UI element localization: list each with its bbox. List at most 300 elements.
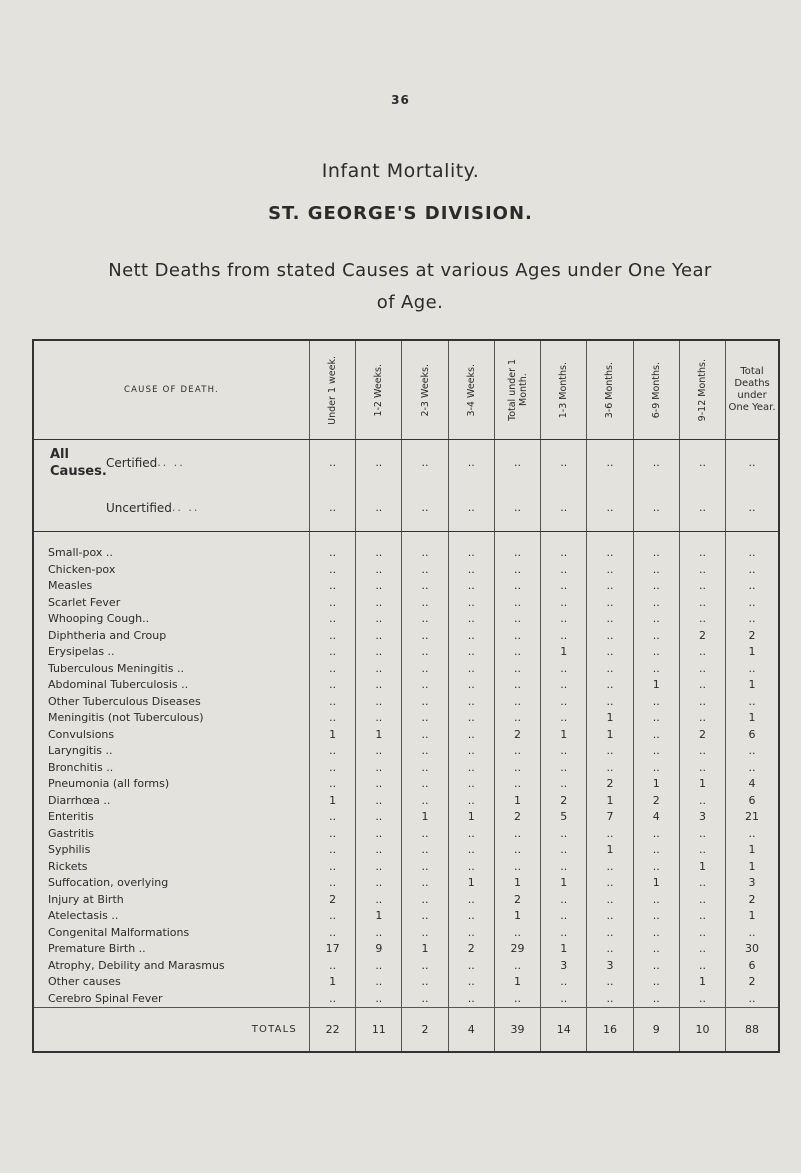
table-cell: .. (633, 440, 679, 486)
table-cell: .. (726, 759, 778, 775)
table-cell: .. (494, 990, 540, 1007)
table-cell: .. (309, 842, 355, 858)
table-cell: .. (726, 440, 778, 486)
table-cell: .. (356, 792, 402, 808)
table-cell: .. (356, 825, 402, 841)
table-cell: .. (448, 661, 494, 677)
table-cell: .. (587, 924, 633, 940)
table-cell: .. (541, 562, 587, 578)
table-row (34, 825, 778, 841)
table-cell: .. (633, 726, 679, 742)
all-causes-cell: Uncertified .. .. (34, 485, 309, 531)
table-cell: .. (356, 809, 402, 825)
table-cell: .. (356, 694, 402, 710)
table-cell: .. (402, 924, 448, 940)
table-cell: 1 (448, 875, 494, 891)
table-cell: 1 (679, 776, 725, 792)
table-cell: 1 (633, 776, 679, 792)
table-cell: 1 (541, 875, 587, 891)
table-cell: .. (541, 858, 587, 874)
table-cell: .. (494, 858, 540, 874)
table-cell: .. (356, 644, 402, 660)
table-cell: 2 (448, 941, 494, 957)
table-cell: .. (402, 710, 448, 726)
table-cell: .. (587, 611, 633, 627)
table-row (34, 858, 778, 874)
table-cell: .. (448, 858, 494, 874)
table-cell: .. (356, 595, 402, 611)
table-row (34, 677, 778, 693)
division-heading: ST. GEORGE'S DIVISION. (268, 203, 533, 224)
table-cell: .. (633, 825, 679, 841)
all-causes-sublabel: Uncertified (106, 500, 172, 515)
table-cell: .. (494, 595, 540, 611)
table-cell: 1 (448, 809, 494, 825)
infant-mortality-table (34, 341, 778, 1051)
table-cell: .. (402, 825, 448, 841)
table-cell: 6 (726, 792, 778, 808)
table-cell: .. (309, 628, 355, 644)
table-cell: .. (633, 562, 679, 578)
table-cell: .. (633, 694, 679, 710)
table-row (34, 611, 778, 627)
table-cell: .. (402, 644, 448, 660)
table-cell: .. (356, 858, 402, 874)
table-cell: 1 (679, 858, 725, 874)
table-cell: 2 (679, 726, 725, 742)
table-cell: .. (356, 759, 402, 775)
cause-name: Premature Birth .. (48, 942, 146, 956)
table-cell: .. (402, 990, 448, 1007)
table-cell: .. (402, 759, 448, 775)
table-cell: 1 (587, 792, 633, 808)
table-cell: 1 (587, 710, 633, 726)
table-cell: .. (587, 545, 633, 561)
table-cell: .. (448, 726, 494, 742)
cause-name: Gastritis (48, 826, 94, 840)
table-cell: 1 (587, 842, 633, 858)
table-cell: .. (494, 776, 540, 792)
table-cell: 1 (633, 677, 679, 693)
table-cell: .. (679, 743, 725, 759)
table-cell: .. (309, 677, 355, 693)
table-cell: .. (309, 644, 355, 660)
table-cell: .. (356, 545, 402, 561)
table-cell: .. (541, 628, 587, 644)
header-row (34, 341, 778, 440)
table-cell: .. (633, 710, 679, 726)
table-row (34, 957, 778, 973)
table-cell: 1 (402, 941, 448, 957)
table-cell: 17 (309, 941, 355, 957)
table-cell: .. (448, 677, 494, 693)
table-cell: 1 (587, 726, 633, 742)
cause-name: Injury at Birth (48, 892, 124, 906)
cause-name: Whooping Cough.. (48, 612, 150, 626)
table-cell: .. (587, 694, 633, 710)
table-cell: .. (448, 924, 494, 940)
table-cell: .. (633, 974, 679, 990)
table-row (34, 726, 778, 742)
table-row (34, 595, 778, 611)
table-cell: .. (402, 677, 448, 693)
table-cell: 2 (679, 628, 725, 644)
table-row (34, 842, 778, 858)
table-cell: 2 (541, 792, 587, 808)
table-cell: 5 (541, 809, 587, 825)
cause-name: Small-pox .. (48, 546, 113, 560)
col-header: 3-6 Months. (587, 341, 633, 440)
table-cell: .. (402, 726, 448, 742)
totals-cell: 88 (726, 1007, 778, 1051)
table-cell: .. (633, 924, 679, 940)
table-cell: .. (541, 825, 587, 841)
table-cell: .. (541, 694, 587, 710)
table-cell: .. (309, 694, 355, 710)
table-cell: .. (402, 974, 448, 990)
table-row (34, 710, 778, 726)
table-cell: .. (587, 825, 633, 841)
cause-name: Other causes (48, 974, 121, 988)
table-cell: .. (541, 891, 587, 907)
table-cell: 1 (356, 726, 402, 742)
table-cell: .. (309, 578, 355, 594)
table-cell: .. (494, 759, 540, 775)
table-cell: .. (448, 562, 494, 578)
table-cell: .. (448, 891, 494, 907)
table-cell: .. (494, 825, 540, 841)
table-cell: .. (356, 990, 402, 1007)
table-cell: 1 (679, 974, 725, 990)
totals-cell: 11 (356, 1007, 402, 1051)
table-cell: 6 (726, 726, 778, 742)
table-cell: 1 (309, 974, 355, 990)
table-cell: .. (402, 957, 448, 973)
table-row (34, 809, 778, 825)
table-cell: .. (679, 842, 725, 858)
cause-name: Rickets (48, 859, 88, 873)
table-cell: .. (448, 825, 494, 841)
table-cell: .. (726, 578, 778, 594)
table-caption: Nett Deaths from stated Causes at various Ages under One Year of Age. (108, 260, 712, 313)
total-column-header: Total Deaths under One Year. (726, 341, 778, 440)
table-cell: .. (587, 440, 633, 486)
totals-row (34, 1007, 778, 1051)
table-cell: .. (587, 677, 633, 693)
table-cell: .. (494, 545, 540, 561)
col-header: 3-4 Weeks. (448, 341, 494, 440)
table-cell: .. (679, 644, 725, 660)
cause-name: Erysipelas .. (48, 645, 115, 659)
cause-name: Suffocation, overlying (48, 876, 169, 890)
table-row (34, 941, 778, 957)
cause-name: Bronchitis .. (48, 760, 114, 774)
table-cell: .. (356, 957, 402, 973)
table-cell: .. (402, 440, 448, 486)
table-cell: .. (494, 628, 540, 644)
table-cell: .. (309, 661, 355, 677)
table-cell: .. (309, 743, 355, 759)
table-cell: .. (679, 578, 725, 594)
table-cell: .. (309, 858, 355, 874)
table-cell: .. (356, 842, 402, 858)
table-cell: .. (494, 924, 540, 940)
table-cell: .. (309, 875, 355, 891)
table-cell: .. (679, 990, 725, 1007)
table-cell: .. (541, 842, 587, 858)
table-cell: .. (356, 710, 402, 726)
cause-name: Tuberculous Meningitis .. (48, 661, 184, 675)
table-cell: .. (402, 858, 448, 874)
table-row (34, 759, 778, 775)
table-cell: 3 (587, 957, 633, 973)
table-cell: .. (633, 485, 679, 531)
table-cell: .. (541, 974, 587, 990)
totals-cell: 10 (679, 1007, 725, 1051)
all-causes-sublabel: Certified (106, 455, 158, 470)
table-cell: .. (402, 611, 448, 627)
table-cell: .. (448, 595, 494, 611)
table-cell: .. (633, 842, 679, 858)
table-cell: .. (494, 694, 540, 710)
table-cell: .. (309, 924, 355, 940)
cause-name: Measles (48, 579, 93, 593)
table-cell: 1 (726, 710, 778, 726)
table-cell: .. (356, 776, 402, 792)
table-cell: .. (309, 908, 355, 924)
table-cell: .. (494, 485, 540, 531)
table-cell: .. (679, 545, 725, 561)
col-header: 1-2 Weeks. (356, 341, 402, 440)
table-cell: .. (587, 891, 633, 907)
table-cell: .. (679, 891, 725, 907)
col-header: 1-3 Months. (541, 341, 587, 440)
table-cell: .. (402, 776, 448, 792)
col-header: Total under 1 Month. (494, 341, 540, 440)
table-cell: .. (679, 440, 725, 486)
totals-cell: 16 (587, 1007, 633, 1051)
table-cell: .. (309, 825, 355, 841)
table-cell: .. (633, 628, 679, 644)
table-cell: .. (587, 628, 633, 644)
table-cell: 2 (587, 776, 633, 792)
table-cell: .. (587, 485, 633, 531)
table-cell: .. (633, 908, 679, 924)
table-cell: .. (726, 545, 778, 561)
cause-name: Atelectasis .. (48, 909, 119, 923)
table-cell: 2 (309, 891, 355, 907)
mortality-table-frame (32, 339, 780, 1053)
table-cell: .. (541, 759, 587, 775)
table-cell: .. (679, 875, 725, 891)
table-cell: .. (356, 743, 402, 759)
table-cell: .. (633, 990, 679, 1007)
table-cell: 30 (726, 941, 778, 957)
cause-name: Scarlet Fever (48, 595, 121, 609)
cause-name: Laryngitis .. (48, 744, 113, 758)
table-row (34, 644, 778, 660)
table-row (34, 694, 778, 710)
totals-cell: 2 (402, 1007, 448, 1051)
table-row (34, 891, 778, 907)
table-cell: .. (356, 485, 402, 531)
table-cell: .. (356, 924, 402, 940)
table-cell: .. (726, 595, 778, 611)
table-cell: .. (633, 941, 679, 957)
table-cell: .. (402, 875, 448, 891)
table-cell: 2 (726, 891, 778, 907)
table-cell: .. (448, 710, 494, 726)
table-cell: 29 (494, 941, 540, 957)
table-cell: .. (402, 628, 448, 644)
table-cell: .. (402, 578, 448, 594)
table-cell: .. (356, 562, 402, 578)
table-row (34, 924, 778, 940)
table-cell: 7 (587, 809, 633, 825)
table-cell: 1 (402, 809, 448, 825)
col-header: 6-9 Months. (633, 341, 679, 440)
table-cell: 1 (633, 875, 679, 891)
table-cell: 1 (726, 858, 778, 874)
cause-name: Meningitis (not Tuberculous) (48, 711, 204, 725)
table-cell: .. (726, 990, 778, 1007)
table-cell: .. (541, 710, 587, 726)
col-header: 2-3 Weeks. (402, 341, 448, 440)
table-cell: .. (726, 743, 778, 759)
table-cell: .. (679, 694, 725, 710)
table-cell: 1 (309, 726, 355, 742)
table-cell: 3 (679, 809, 725, 825)
table-cell: .. (541, 545, 587, 561)
table-cell: .. (356, 677, 402, 693)
table-cell: .. (633, 595, 679, 611)
table-cell: .. (448, 990, 494, 1007)
table-cell: .. (541, 611, 587, 627)
table-cell: .. (494, 578, 540, 594)
table-cell: .. (679, 595, 725, 611)
table-cell: .. (587, 990, 633, 1007)
table-cell: .. (448, 792, 494, 808)
table-cell: .. (679, 485, 725, 531)
table-cell: .. (726, 825, 778, 841)
table-cell: .. (448, 644, 494, 660)
table-cell: .. (541, 485, 587, 531)
table-cell: 1 (541, 644, 587, 660)
table-row (34, 545, 778, 561)
table-row (34, 562, 778, 578)
cause-name: Congenital Malformations (48, 925, 190, 939)
totals-label: TOTALS (34, 1007, 309, 1051)
table-cell: .. (587, 875, 633, 891)
all-causes-cell: All Causes. Certified .. .. (34, 440, 309, 486)
table-cell: 2 (726, 628, 778, 644)
table-cell: .. (494, 677, 540, 693)
table-cell: .. (587, 974, 633, 990)
table-cell: .. (448, 974, 494, 990)
table-cell: 4 (633, 809, 679, 825)
table-cell: .. (356, 578, 402, 594)
table-cell: .. (633, 661, 679, 677)
table-cell: .. (679, 661, 725, 677)
table-cell: .. (541, 677, 587, 693)
table-row (34, 578, 778, 594)
table-cell: .. (679, 759, 725, 775)
table-row (34, 974, 778, 990)
table-cell: .. (679, 941, 725, 957)
table-cell: .. (587, 661, 633, 677)
table-cell: 21 (726, 809, 778, 825)
all-causes-row (34, 485, 778, 531)
table-cell: .. (494, 842, 540, 858)
table-cell: .. (448, 743, 494, 759)
table-row (34, 990, 778, 1007)
totals-cell: 4 (448, 1007, 494, 1051)
table-cell: .. (726, 661, 778, 677)
table-cell: .. (402, 743, 448, 759)
table-cell: .. (726, 924, 778, 940)
table-cell: .. (448, 485, 494, 531)
table-cell: .. (679, 710, 725, 726)
table-cell: 1 (494, 908, 540, 924)
table-cell: .. (726, 485, 778, 531)
table-cell: .. (679, 792, 725, 808)
table-cell: .. (679, 562, 725, 578)
table-cell: .. (402, 891, 448, 907)
totals-cell: 14 (541, 1007, 587, 1051)
table-cell: 9 (356, 941, 402, 957)
table-cell: .. (679, 924, 725, 940)
table-cell: .. (448, 694, 494, 710)
table-cell: 1 (726, 644, 778, 660)
table-cell: .. (726, 694, 778, 710)
all-causes-row (34, 440, 778, 486)
table-cell: .. (494, 743, 540, 759)
table-row (34, 628, 778, 644)
cause-name: Chicken-pox (48, 562, 116, 576)
cause-name: Enteritis (48, 810, 94, 824)
table-cell: 2 (494, 891, 540, 907)
table-cell: .. (448, 578, 494, 594)
table-cell: .. (448, 957, 494, 973)
table-cell: 1 (726, 842, 778, 858)
table-cell: 2 (494, 726, 540, 742)
table-cell: .. (633, 891, 679, 907)
table-cell: .. (356, 661, 402, 677)
table-cell: .. (309, 562, 355, 578)
table-cell: .. (309, 776, 355, 792)
table-cell: .. (541, 990, 587, 1007)
table-cell: 1 (494, 974, 540, 990)
table-cell: 3 (726, 875, 778, 891)
table-cell: .. (541, 440, 587, 486)
table-cell: .. (402, 694, 448, 710)
table-cell: .. (309, 595, 355, 611)
table-row (34, 908, 778, 924)
cause-name: Atrophy, Debility and Marasmus (48, 958, 225, 972)
table-cell: .. (448, 440, 494, 486)
table-cell: .. (402, 485, 448, 531)
table-cell: .. (633, 545, 679, 561)
table-cell: .. (726, 611, 778, 627)
table-cell: .. (448, 776, 494, 792)
table-cell: 1 (726, 677, 778, 693)
col-header: Under 1 week. (309, 341, 355, 440)
table-row (34, 661, 778, 677)
table-cell: .. (679, 957, 725, 973)
table-cell: 4 (726, 776, 778, 792)
cause-name: Diphtheria and Croup (48, 628, 167, 642)
totals-cell: 22 (309, 1007, 355, 1051)
